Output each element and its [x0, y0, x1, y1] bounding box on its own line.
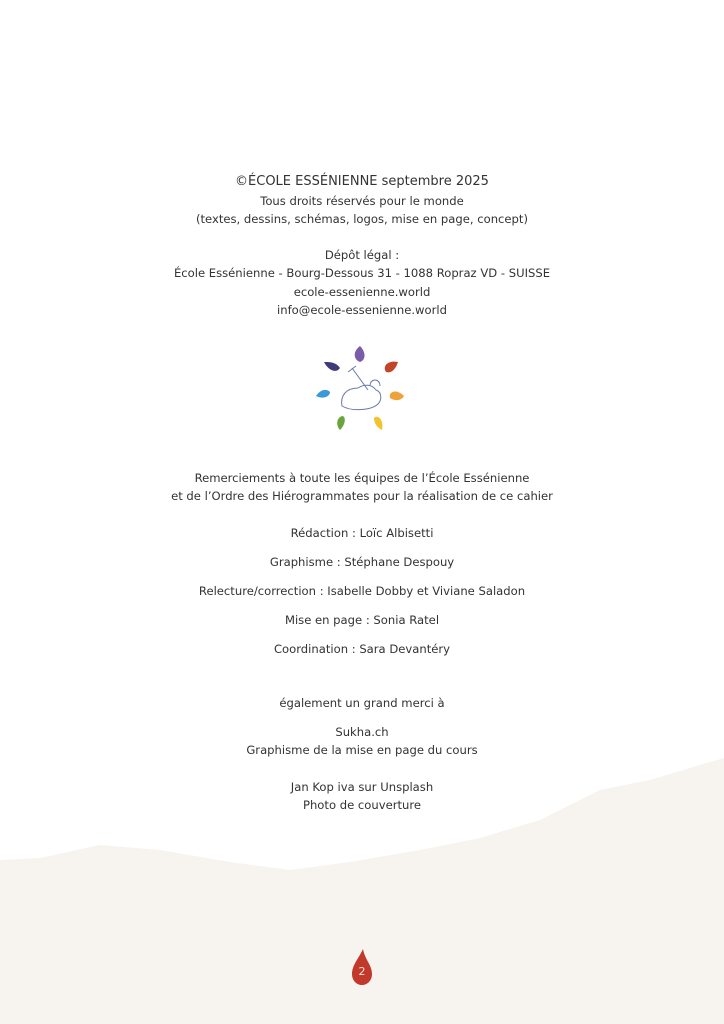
credit-coordination: Coordination : Sara Devantéry — [273, 642, 451, 656]
credit-mise-en-page: Mise en page : Sonia Ratel — [284, 613, 440, 627]
page-number-badge — [350, 948, 374, 986]
copyright-title: ©ÉCOLE ESSÉNIENNE septembre 2025 — [235, 174, 489, 189]
extra-thanks-intro: également un grand merci à — [279, 696, 445, 710]
credit-graphisme: Graphisme : Stéphane Despouy — [269, 555, 455, 569]
flame-icons — [316, 346, 404, 430]
sukha-role: Graphisme de la mise en page du cours — [246, 743, 478, 757]
school-logo — [312, 338, 412, 438]
credit-relecture: Relecture/correction : Isabelle Dobby et Viviane Saladon — [198, 584, 526, 598]
legal-address: École Essénienne - Bourg-Dessous 31 - 1088 Ropraz VD - SUISSE — [173, 266, 551, 280]
thanks-line-2: et de l’Ordre des Hiérogrammates pour la réalisation de ce cahier — [171, 489, 553, 503]
lamb-icon — [342, 366, 381, 410]
legal-label: Dépôt légal : — [324, 248, 400, 262]
sukha-name: Sukha.ch — [335, 725, 389, 739]
page-number: 2 — [358, 965, 366, 978]
credit-redaction: Rédaction : Loïc Albisetti — [290, 526, 434, 540]
thanks-line-1: Remerciements à toute les équipes de l’École Essénienne — [194, 471, 530, 485]
rights-text: Tous droits réservés pour le monde — [260, 194, 464, 208]
email-link[interactable]: info@ecole-essenienne.world — [277, 303, 447, 317]
photo-credit-name: Jan Kop iva sur Unsplash — [290, 780, 434, 794]
rights-scope: (textes, dessins, schémas, logos, mise en page, concept) — [195, 212, 528, 226]
website-link[interactable]: ecole-essenienne.world — [293, 285, 431, 299]
photo-credit-role: Photo de couverture — [302, 798, 422, 812]
